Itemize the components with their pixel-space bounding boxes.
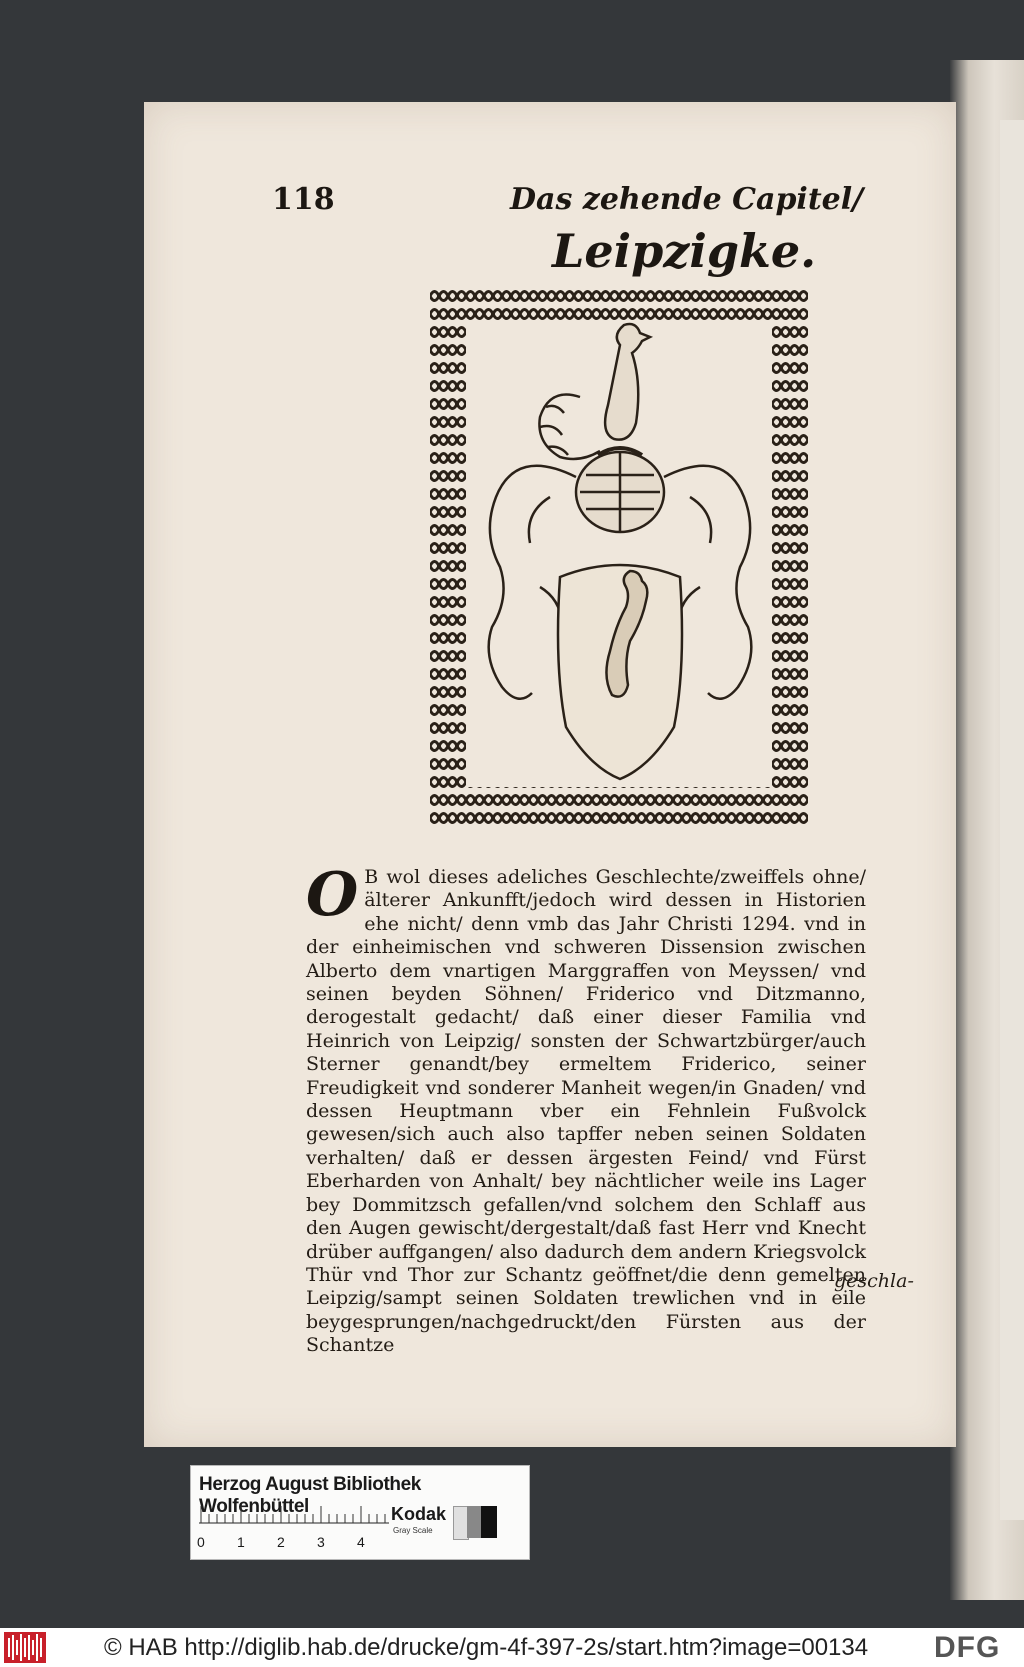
facing-page-edge xyxy=(950,60,1024,1600)
body-paragraph xyxy=(306,860,866,1358)
section-heading: Leipzigke. xyxy=(552,224,817,278)
body-text: B wol dieses adeliches Geschlechte/zweiffels ohne/ älterer Ankunfft/jedoch wird dessen in Historien ehe nicht/ denn vmb das Jahr Christi 1294. vnd in der einheimischen vnd schweren Dissension zwischen Alberto dem vnartigen Marggraffen von Meyssen/ vnd seinen beyden Söhnen/ Friderico vnd Ditzmanno, derogestalt gedacht/ daß einer dieser Familia vnd Heinrich von Leipzig/ sonsten der Schwartzbürger/auch Sterner genandt/bey ermeltem Friderico, seiner Freudigkeit vnd sonderer Manheit wegen/in Gnaden/ vnd dessen Heuptmann vber ein Fehnlein Fußvolck gewesen/sich auch also tapffer neben seinen Soldaten verhalten/ daß er dessen ärgesten Feind/ vnd Fürst Eberharden von Anhalt/ bey nächtlicher weile ins Lager bey Dommitzsch gefallen/vnd solchem den Schlaff aus den Augen gewischt/dergestalt/daß fast Herr vnd Knecht drüber auffgangen/ also dadurch dem andern Kriegsvolck Thür vnd Thor zur Schantz geöffnet/die denn gemelten Leipzig/sampt seinen Soldaten trewlichen vnd in eile beygesprungen/nachgedruckt/den Fürsten aus der Schantze xyxy=(306,866,866,1357)
book-page xyxy=(144,102,956,1447)
ruler-number: 4 xyxy=(357,1534,365,1550)
drop-initial: O xyxy=(306,860,359,930)
gray-patch-mid xyxy=(467,1506,481,1538)
source-link[interactable]: © HAB http://diglib.hab.de/drucke/gm-4f-397-2s/start.htm?image=00134 xyxy=(104,1634,869,1661)
ruler-ticks xyxy=(199,1506,389,1524)
ruler-number: 1 xyxy=(237,1534,245,1550)
library-name: Herzog August Bibliothek Wolfenbüttel xyxy=(199,1474,421,1517)
facing-page-strip xyxy=(1000,120,1024,1520)
page-number: 118 xyxy=(272,182,335,217)
ruler-number: 0 xyxy=(197,1534,205,1550)
ruler-number: 2 xyxy=(277,1534,285,1550)
gray-scale-label: Gray Scale xyxy=(393,1526,433,1535)
coat-of-arms-woodcut xyxy=(430,287,808,824)
dfg-logo: DFG xyxy=(934,1631,1001,1664)
catchword: geschla- xyxy=(834,1270,914,1292)
kodak-brand: Kodak xyxy=(391,1504,447,1524)
scale-target xyxy=(190,1465,530,1560)
ruler-numbers xyxy=(191,1534,391,1556)
running-head: Das zehende Capitel/ xyxy=(510,182,864,217)
hab-logo-icon xyxy=(4,1632,46,1663)
footer-bar xyxy=(0,1628,1024,1667)
ruler-number: 3 xyxy=(317,1534,325,1550)
gray-patch-dark xyxy=(481,1506,497,1538)
